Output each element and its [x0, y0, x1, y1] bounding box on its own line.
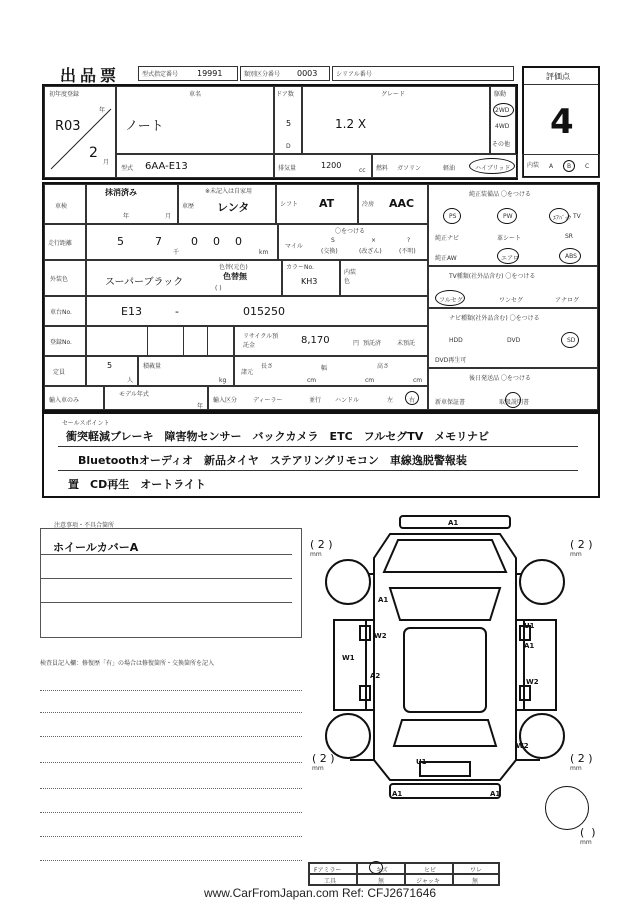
- recycle-unit: 円: [353, 340, 360, 347]
- shift-value: AT: [319, 197, 335, 210]
- mileage-digit-5: 0: [235, 235, 242, 248]
- equip-leather[interactable]: 革シート: [497, 235, 522, 242]
- drive-4wd[interactable]: 4WD: [495, 123, 510, 130]
- equip-ps[interactable]: PS: [449, 213, 457, 220]
- dims-length: 長さ: [261, 363, 274, 370]
- nav-type: [428, 308, 598, 368]
- equip-aw[interactable]: 純正AW: [435, 255, 457, 262]
- shift-cell: [276, 184, 358, 224]
- selling-line-1: 衝突軽減ブレーキ 障害物センサー バックカメラ ETC フルセグTV メモリナビ: [66, 430, 490, 443]
- reg-label-cell: [44, 326, 86, 356]
- notes-line-1: ホイールカバーA: [53, 541, 139, 554]
- displacement-cell: [274, 154, 372, 178]
- history-cell: [178, 184, 276, 224]
- ac-cell: [358, 184, 428, 224]
- fuel-cell: [372, 154, 518, 178]
- tread-front-right: [570, 538, 593, 558]
- inspector-rule-7: [40, 836, 302, 837]
- mark-s[interactable]: S: [331, 237, 335, 244]
- mark-rear-panel: U1: [416, 758, 427, 766]
- equip-pw[interactable]: PW: [503, 213, 513, 220]
- int-color-cell: [340, 260, 428, 296]
- tv-title: TV種類(社外品含む) 〇をつける: [449, 273, 536, 280]
- tv-fullseg[interactable]: フルセグ: [439, 297, 463, 304]
- cert-label-cell: [44, 184, 86, 224]
- selling-line-2: Bluetoothオーディオ 新品タイヤ ステアリングリモコン 車線逸脱警報装: [78, 454, 467, 467]
- type-cert-box: [138, 66, 238, 81]
- tv-analog[interactable]: アナログ: [555, 297, 580, 304]
- tread-front-left: [310, 538, 333, 558]
- tools-label: 工具: [324, 878, 337, 885]
- handle-left[interactable]: 左: [387, 397, 394, 404]
- dims-width: 幅: [321, 365, 328, 372]
- later-items: [428, 368, 598, 410]
- interior-c[interactable]: C: [585, 163, 590, 170]
- inspector-rule-6: [40, 812, 302, 813]
- notes-rule-3: [40, 602, 292, 603]
- serial-label: シリアル番号: [336, 71, 372, 78]
- mark-right-front-u: U1: [524, 622, 535, 630]
- inspector-rule-2: [40, 712, 302, 713]
- interior-cell: [522, 154, 600, 178]
- grade-cell: [302, 86, 490, 154]
- import-cat-label: 輸入区分: [213, 397, 238, 404]
- nav-sd-circle: [561, 332, 579, 348]
- handle-right[interactable]: 右: [409, 397, 416, 404]
- tools-value: 無: [378, 878, 385, 885]
- mark-right-rear-door: W2: [526, 678, 539, 686]
- notes-rule-2: [40, 578, 292, 579]
- tread-close: ): [588, 538, 593, 551]
- tread-open: (: [312, 752, 317, 765]
- tv-type: [428, 266, 598, 308]
- tread-spare: [580, 826, 596, 846]
- crack-header: ヒビ: [424, 867, 437, 874]
- capacity-label-cell: [44, 356, 86, 386]
- equip-airbag-circle: [549, 208, 572, 224]
- interior-a[interactable]: A: [549, 163, 554, 170]
- selling-line-3: 置 CD再生 オートライト: [68, 478, 206, 491]
- score-value: 4: [550, 102, 574, 142]
- equip-aero[interactable]: エアロ: [501, 255, 520, 262]
- notes-rule-1: [40, 554, 292, 555]
- equip-abs-circle: [559, 248, 581, 264]
- fuel-hybrid[interactable]: ハイブリッド: [475, 165, 511, 172]
- import-label: 輸入車のみ: [49, 397, 80, 404]
- mark-prompt: 〇をつける: [335, 228, 366, 235]
- displacement-label: 排気量: [278, 165, 297, 172]
- nav-sd[interactable]: SD: [567, 337, 576, 344]
- handle-right-circle: [405, 391, 419, 405]
- tread-close: ): [328, 538, 333, 551]
- model-cell: [116, 154, 274, 178]
- mark-rear-bumper-right: A1: [490, 790, 501, 798]
- car-name-cell: [116, 86, 274, 154]
- recycle-cell: [234, 326, 428, 356]
- model-year-label: モデル年式: [119, 391, 149, 398]
- car-name: ノート: [125, 119, 164, 134]
- color-label: 外装色: [50, 276, 69, 283]
- frame-number: 015250: [243, 305, 285, 318]
- first-reg-label: 初年度登録: [49, 91, 80, 98]
- tread-mm: mm: [580, 839, 592, 846]
- tread-open: (: [570, 752, 575, 765]
- form-title: 出品票: [60, 66, 121, 85]
- frame-cell: [86, 296, 428, 326]
- fuel-label: 燃料: [376, 165, 389, 172]
- scratch-circle: [369, 861, 383, 874]
- footer-watermark: www.CarFromJapan.com Ref: CFJ2671646: [203, 886, 437, 900]
- cert-label: 車検: [55, 203, 68, 210]
- load-unit: kg: [219, 377, 227, 384]
- thousand-unit: 千: [173, 249, 180, 256]
- drive-label: 駆動: [494, 91, 507, 98]
- extra-manual-circle: [505, 392, 521, 408]
- reg-cell: [86, 326, 234, 356]
- tread-value: 2: [577, 538, 585, 551]
- interior-label: 内装: [527, 162, 540, 169]
- int-color-label: 内装色: [344, 269, 357, 285]
- tv-fullseg-circle: [435, 290, 465, 306]
- recycle-value: 8,170: [301, 335, 330, 346]
- shift-label: シフト: [280, 201, 299, 208]
- cert-value-cell: [86, 184, 178, 224]
- extra-title: 後日発送品 〇をつける: [469, 375, 531, 382]
- tread-rear-right: [570, 752, 593, 772]
- model-label: 型式: [121, 165, 134, 172]
- year-mark: 年: [99, 107, 106, 114]
- score-label: 評価点: [546, 72, 570, 81]
- type-cert-value: 19991: [197, 69, 223, 78]
- mileage-digit-1: 5: [117, 235, 124, 248]
- recycle-unpaid[interactable]: 未預託: [397, 340, 416, 347]
- mark-rear-bumper-left: A1: [392, 790, 403, 798]
- first-reg-month: 2: [89, 145, 98, 161]
- cert-year: 年: [123, 213, 130, 220]
- parallel-option[interactable]: 並行: [309, 397, 322, 404]
- jack-value: 無: [472, 878, 479, 885]
- cert-value: 抹消済み: [105, 188, 137, 197]
- frame-dash: -: [175, 305, 179, 318]
- equip-aero-circle: [497, 248, 519, 264]
- color-cell: [86, 260, 282, 296]
- equip-abs[interactable]: ABS: [565, 253, 577, 260]
- color-no: KH3: [301, 277, 318, 286]
- car-name-label: 車名: [189, 91, 202, 98]
- tread-close: ): [330, 752, 335, 765]
- load-label: 積載量: [143, 363, 162, 370]
- grade-value: 1.2 X: [335, 117, 367, 131]
- drive-2wd[interactable]: 2WD: [495, 107, 510, 114]
- inspector-rule-3: [40, 736, 302, 737]
- interior-b[interactable]: B: [567, 163, 572, 170]
- color-paren: ( ): [215, 285, 222, 292]
- dims-label: 諸元: [241, 369, 254, 376]
- dvd-playback[interactable]: DVD再生可: [435, 357, 467, 364]
- reg-label: 登録No.: [50, 339, 72, 346]
- model-year-cell: [104, 386, 208, 410]
- frame-label-cell: [44, 296, 86, 326]
- mirror-header: Fアミラー: [314, 867, 342, 874]
- category-value: 0003: [297, 69, 318, 78]
- inspector-label: 検査員記入欄：修復歴「有」の場合は修復箇所・交換箇所を記入: [40, 660, 215, 667]
- mileage-label-cell: [44, 224, 86, 260]
- mileage-digit-4: 0: [213, 235, 220, 248]
- doors-value: 5: [286, 119, 292, 128]
- color-change: 色替無: [223, 272, 247, 281]
- tv-oneseg[interactable]: ワンセグ: [499, 297, 524, 304]
- dealer-option[interactable]: ディーラー: [253, 397, 283, 404]
- color-value: スーパーブラック: [105, 277, 184, 288]
- mark-right-rear-wheel: W2: [516, 742, 529, 750]
- genuine-equipment: [428, 184, 598, 266]
- month-mark: 月: [103, 159, 110, 166]
- color-label-cell: [44, 260, 86, 296]
- notes-box: [40, 528, 302, 638]
- equip-airbag[interactable]: ｴｱﾊﾞｯｸ: [553, 215, 572, 222]
- mark-unknown: (不明): [399, 248, 416, 255]
- diagonal-divider: [45, 87, 117, 179]
- equip-ps-circle: [443, 208, 461, 224]
- nav-dvd[interactable]: DVD: [507, 337, 521, 344]
- fuel-light[interactable]: 軽油: [443, 165, 456, 172]
- ac-value: AAC: [389, 197, 415, 210]
- fuel-hybrid-circle: [469, 158, 515, 174]
- capacity-cell: [86, 356, 138, 386]
- frame-prefix: E13: [121, 305, 142, 318]
- mark-left-rear-door: A2: [370, 672, 381, 680]
- nav-hdd[interactable]: HDD: [449, 337, 463, 344]
- mark-left-front-door: W2: [374, 632, 387, 640]
- grade-label: グレード: [381, 91, 406, 98]
- drive-2wd-circle: [493, 103, 514, 117]
- tread-open: (: [570, 538, 575, 551]
- scratch-header: キズ: [376, 867, 388, 874]
- equip-tv[interactable]: TV: [573, 213, 581, 220]
- inspector-rule-4: [40, 762, 302, 763]
- category-label: 類別区分番号: [244, 71, 281, 78]
- mark-q[interactable]: ?: [407, 237, 411, 244]
- mileage-digit-2: 7: [155, 235, 162, 248]
- selling-points-label: セールスポイント: [62, 420, 110, 427]
- interior-b-circle: [563, 160, 575, 172]
- type-cert-label: 型式指定番号: [142, 71, 179, 78]
- tread-value: 2: [319, 752, 327, 765]
- tread-value: 2: [577, 752, 585, 765]
- capacity-value: 5: [107, 361, 113, 370]
- extra-warranty[interactable]: 新車保証書: [435, 399, 466, 406]
- tread-close: ): [588, 752, 593, 765]
- mark-left-fender: A1: [378, 596, 389, 604]
- ac-label: 冷房: [362, 201, 375, 208]
- mark-tamper: (改ざん): [359, 248, 382, 255]
- model-year-unit: 年: [197, 403, 204, 410]
- selling-points: [42, 412, 600, 498]
- cert-month: 月: [165, 213, 172, 220]
- history-value: レンタ: [217, 201, 250, 214]
- nav-title: ナビ種類(社外品含む) 〇をつける: [449, 315, 540, 322]
- category-box: [240, 66, 330, 81]
- km-unit: km: [259, 249, 269, 256]
- cc-unit: cc: [359, 167, 366, 174]
- serial-box: [332, 66, 514, 81]
- handle-label: ハンドル: [335, 397, 360, 404]
- first-reg-cell: [44, 86, 116, 178]
- mileage-digit-3: 0: [191, 235, 198, 248]
- extra-manual[interactable]: 取扱説明書: [499, 399, 530, 406]
- inspector-rule-5: [40, 788, 302, 789]
- mileage-cell: [86, 224, 278, 260]
- inspector-rule-1: [40, 690, 302, 691]
- tread-rear-left: [312, 752, 335, 772]
- dims-cm-3: cm: [413, 377, 423, 384]
- load-cell: [138, 356, 234, 386]
- first-reg-year: R03: [55, 119, 81, 134]
- equip-sr[interactable]: SR: [565, 233, 573, 240]
- equip-navi[interactable]: 純正ナビ: [435, 235, 460, 242]
- mirror-tool-table: [308, 862, 500, 886]
- recycle-paid[interactable]: 預託済: [363, 340, 382, 347]
- tread-open: (: [580, 826, 585, 839]
- mark-front-bumper: A1: [448, 519, 459, 527]
- doors-label: ドア数: [276, 91, 294, 98]
- dims-cell: [234, 356, 428, 386]
- tread-close: ): [591, 826, 596, 839]
- color-no-label: カラーNo.: [286, 264, 314, 271]
- displacement-value: 1200: [321, 161, 342, 170]
- import-type-cell: [208, 386, 428, 410]
- mileage-label: 走行距離: [48, 240, 73, 247]
- doors-cell: [274, 86, 302, 154]
- capacity-unit: 人: [127, 377, 134, 384]
- history-label: 車歴: [182, 203, 195, 210]
- jack-label: ジャッキ: [416, 878, 440, 885]
- dims-cm-2: cm: [365, 377, 375, 384]
- equip-pw-circle: [497, 208, 517, 224]
- recycle-label: リサイクル預託金: [243, 333, 279, 349]
- tread-value: 2: [317, 538, 325, 551]
- tread-mm: mm: [312, 765, 324, 772]
- genuine-title: 純正装備品 〇をつける: [469, 191, 531, 198]
- import-label-cell: [44, 386, 104, 410]
- mark-left-sill: W1: [342, 654, 355, 662]
- fuel-gas[interactable]: ガソリン: [397, 165, 422, 172]
- dims-cm-1: cm: [307, 377, 317, 384]
- tread-mm: mm: [570, 765, 582, 772]
- frame-label: 車台No.: [50, 309, 72, 316]
- inspector-rule-8: [40, 860, 302, 861]
- capacity-label: 定員: [53, 369, 66, 376]
- tread-mm: mm: [310, 551, 322, 558]
- spare-tire-icon: [545, 786, 589, 830]
- mark-right-front-door: A1: [524, 642, 535, 650]
- door-suffix: D: [286, 143, 291, 150]
- mark-x[interactable]: ×: [371, 237, 377, 244]
- use-note: ※未記入は自家用: [205, 188, 253, 195]
- tread-mm: mm: [570, 551, 582, 558]
- mark-swap: (交換): [321, 248, 338, 255]
- notes-label: 注意事項・不具合箇所: [54, 522, 115, 529]
- tread-open: (: [310, 538, 315, 551]
- break-header: ワレ: [470, 867, 483, 874]
- color-change-title: 色替(元色): [219, 264, 248, 271]
- drive-cell: [490, 86, 516, 154]
- color-no-cell: [282, 260, 340, 296]
- mile-unit[interactable]: マイル: [285, 243, 303, 250]
- model-value: 6AA-E13: [145, 161, 188, 172]
- drive-other[interactable]: その他: [492, 141, 511, 148]
- dims-height: 高さ: [377, 363, 390, 370]
- mileage-mark-cell: [278, 224, 428, 260]
